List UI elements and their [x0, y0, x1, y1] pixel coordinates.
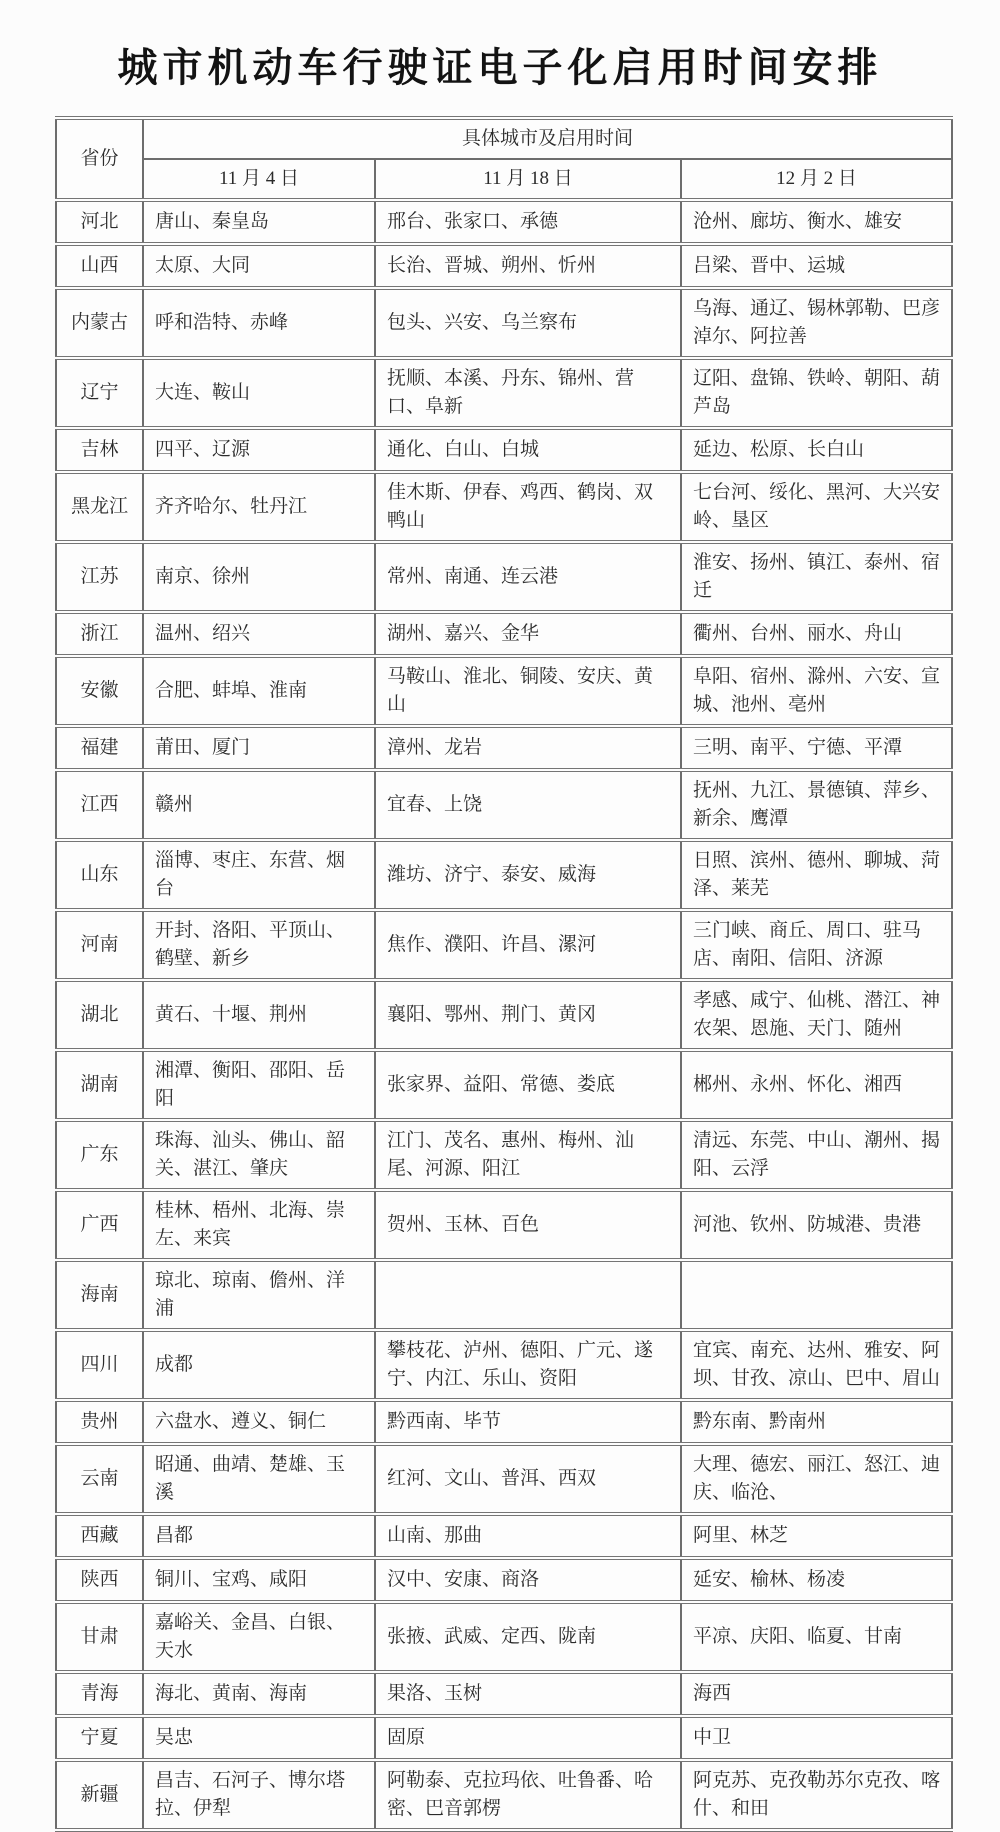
table-row	[56, 770, 952, 840]
province-cell: 江苏	[56, 542, 143, 612]
province-cell: 内蒙古	[56, 288, 143, 358]
cities-cell-nov18: 抚顺、本溪、丹东、锦州、营口、阜新	[375, 358, 681, 428]
cities-cell-nov18: 襄阳、鄂州、荆门、黄冈	[375, 980, 681, 1050]
table-row	[56, 1602, 952, 1672]
cities-cell-nov4: 昌都	[143, 1514, 375, 1558]
cities-cell-nov18: 张家界、益阳、常德、娄底	[375, 1050, 681, 1120]
table-row	[56, 1260, 952, 1330]
cities-cell-nov4: 六盘水、遵义、铜仁	[143, 1400, 375, 1444]
province-cell: 江西	[56, 770, 143, 840]
page-title: 城市机动车行驶证电子化启用时间安排	[117, 45, 883, 90]
date-header-dec-2: 12 月 2 日	[681, 159, 952, 200]
cities-cell-dec2: 乌海、通辽、锡林郭勒、巴彦淖尔、阿拉善	[681, 288, 952, 358]
cities-cell-nov4: 嘉峪关、金昌、白银、天水	[143, 1602, 375, 1672]
date-header-nov-4: 11 月 4 日	[143, 159, 375, 200]
table-row	[56, 1330, 952, 1400]
province-cell: 山西	[56, 244, 143, 288]
table-row	[56, 1558, 952, 1602]
cities-cell-nov4: 成都	[143, 1330, 375, 1400]
province-cell: 福建	[56, 726, 143, 770]
cities-cell-nov4: 海北、黄南、海南	[143, 1672, 375, 1716]
cities-cell-nov18	[375, 1260, 681, 1330]
cities-cell-nov4: 桂林、梧州、北海、崇左、来宾	[143, 1190, 375, 1260]
table-row	[56, 542, 952, 612]
cities-cell-nov4: 呼和浩特、赤峰	[143, 288, 375, 358]
cities-cell-nov18: 攀枝花、泸州、德阳、广元、遂宁、内江、乐山、资阳	[375, 1330, 681, 1400]
table-header	[56, 118, 952, 200]
province-cell: 甘肃	[56, 1602, 143, 1672]
cities-cell-nov18: 焦作、濮阳、许昌、漯河	[375, 910, 681, 980]
cities-cell-nov4: 湘潭、衡阳、邵阳、岳阳	[143, 1050, 375, 1120]
table-row	[56, 840, 952, 910]
cities-cell-nov4: 赣州	[143, 770, 375, 840]
cities-cell-dec2: 延安、榆林、杨凌	[681, 1558, 952, 1602]
province-cell: 新疆	[56, 1760, 143, 1830]
cities-cell-nov18: 通化、白山、白城	[375, 428, 681, 472]
cities-cell-nov4: 唐山、秦皇岛	[143, 200, 375, 244]
cities-cell-nov4: 黄石、十堰、荆州	[143, 980, 375, 1050]
province-cell: 云南	[56, 1444, 143, 1514]
province-cell: 河南	[56, 910, 143, 980]
cities-cell-nov18: 江门、茂名、惠州、梅州、汕尾、河源、阳江	[375, 1120, 681, 1190]
province-cell: 陕西	[56, 1558, 143, 1602]
province-cell: 山东	[56, 840, 143, 910]
cities-cell-dec2: 沧州、廊坊、衡水、雄安	[681, 200, 952, 244]
cities-cell-nov4: 四平、辽源	[143, 428, 375, 472]
province-cell: 海南	[56, 1260, 143, 1330]
cities-cell-dec2: 孝感、咸宁、仙桃、潜江、神农架、恩施、天门、随州	[681, 980, 952, 1050]
cities-cell-nov4: 珠海、汕头、佛山、韶关、湛江、肇庆	[143, 1120, 375, 1190]
cities-cell-nov4: 太原、大同	[143, 244, 375, 288]
cities-cell-nov18: 湖州、嘉兴、金华	[375, 612, 681, 656]
table-row	[56, 244, 952, 288]
rollout-schedule-table	[55, 116, 953, 1832]
province-cell: 宁夏	[56, 1716, 143, 1760]
table-row	[56, 472, 952, 542]
date-header-nov-18: 11 月 18 日	[375, 159, 681, 200]
cities-cell-nov18: 红河、文山、普洱、西双	[375, 1444, 681, 1514]
cities-cell-dec2: 七台河、绥化、黑河、大兴安岭、垦区	[681, 472, 952, 542]
cities-cell-nov4: 琼北、琼南、儋州、洋浦	[143, 1260, 375, 1330]
cities-cell-dec2: 黔东南、黔南州	[681, 1400, 952, 1444]
table-row	[56, 1760, 952, 1830]
province-cell: 贵州	[56, 1400, 143, 1444]
table-row	[56, 358, 952, 428]
cities-cell-nov18: 黔西南、毕节	[375, 1400, 681, 1444]
cities-cell-dec2: 阿里、林芝	[681, 1514, 952, 1558]
table-row	[56, 980, 952, 1050]
table-body	[56, 200, 952, 1830]
province-cell: 广东	[56, 1120, 143, 1190]
table-row	[56, 1672, 952, 1716]
province-cell: 湖北	[56, 980, 143, 1050]
cities-cell-dec2: 三门峡、商丘、周口、驻马店、南阳、信阳、济源	[681, 910, 952, 980]
cities-cell-dec2: 辽阳、盘锦、铁岭、朝阳、葫芦岛	[681, 358, 952, 428]
cities-cell-nov18: 邢台、张家口、承德	[375, 200, 681, 244]
cities-cell-nov18: 潍坊、济宁、泰安、威海	[375, 840, 681, 910]
table-row	[56, 1716, 952, 1760]
cities-cell-nov4: 温州、绍兴	[143, 612, 375, 656]
table-row	[56, 1120, 952, 1190]
cities-cell-nov18: 张掖、武威、定西、陇南	[375, 1602, 681, 1672]
province-cell: 湖南	[56, 1050, 143, 1120]
province-cell: 四川	[56, 1330, 143, 1400]
table-row	[56, 656, 952, 726]
cities-cell-dec2: 海西	[681, 1672, 952, 1716]
cities-cell-dec2: 日照、滨州、德州、聊城、菏泽、莱芜	[681, 840, 952, 910]
cities-cell-nov18: 山南、那曲	[375, 1514, 681, 1558]
cities-cell-nov18: 长治、晋城、朔州、忻州	[375, 244, 681, 288]
cities-cell-dec2: 宜宾、南充、达州、雅安、阿坝、甘孜、凉山、巴中、眉山	[681, 1330, 952, 1400]
cities-cell-nov4: 开封、洛阳、平顶山、鹤壁、新乡	[143, 910, 375, 980]
province-cell: 广西	[56, 1190, 143, 1260]
cities-cell-dec2: 延边、松原、长白山	[681, 428, 952, 472]
cities-cell-dec2: 平凉、庆阳、临夏、甘南	[681, 1602, 952, 1672]
province-cell: 辽宁	[56, 358, 143, 428]
cities-cell-nov4: 合肥、蚌埠、淮南	[143, 656, 375, 726]
cities-cell-nov4: 淄博、枣庄、东营、烟台	[143, 840, 375, 910]
cities-cell-nov18: 固原	[375, 1716, 681, 1760]
cities-cell-nov4: 昭通、曲靖、楚雄、玉溪	[143, 1444, 375, 1514]
cities-cell-nov18: 常州、南通、连云港	[375, 542, 681, 612]
table-row	[56, 1514, 952, 1558]
table-row	[56, 288, 952, 358]
province-cell: 黑龙江	[56, 472, 143, 542]
cities-cell-dec2: 阜阳、宿州、滁州、六安、宣城、池州、亳州	[681, 656, 952, 726]
cities-cell-dec2: 吕梁、晋中、运城	[681, 244, 952, 288]
province-cell: 吉林	[56, 428, 143, 472]
cities-cell-dec2: 河池、钦州、防城港、贵港	[681, 1190, 952, 1260]
cities-cell-dec2: 衢州、台州、丽水、舟山	[681, 612, 952, 656]
province-cell: 河北	[56, 200, 143, 244]
cities-cell-nov18: 贺州、玉林、百色	[375, 1190, 681, 1260]
table-row	[56, 1400, 952, 1444]
cities-cell-dec2: 清远、东莞、中山、潮州、揭阳、云浮	[681, 1120, 952, 1190]
cities-cell-nov4: 齐齐哈尔、牡丹江	[143, 472, 375, 542]
province-cell: 西藏	[56, 1514, 143, 1558]
table-row	[56, 612, 952, 656]
cities-cell-nov18: 包头、兴安、乌兰察布	[375, 288, 681, 358]
cities-cell-nov18: 漳州、龙岩	[375, 726, 681, 770]
table-row	[56, 726, 952, 770]
group-column-header: 具体城市及启用时间	[143, 118, 952, 159]
cities-cell-nov4: 吴忠	[143, 1716, 375, 1760]
table-row	[56, 1190, 952, 1260]
table-row	[56, 1050, 952, 1120]
cities-cell-dec2: 郴州、永州、怀化、湘西	[681, 1050, 952, 1120]
province-cell: 青海	[56, 1672, 143, 1716]
cities-cell-nov18: 汉中、安康、商洛	[375, 1558, 681, 1602]
cities-cell-nov4: 南京、徐州	[143, 542, 375, 612]
cities-cell-dec2: 阿克苏、克孜勒苏尔克孜、喀什、和田	[681, 1760, 952, 1830]
cities-cell-nov18: 阿勒泰、克拉玛依、吐鲁番、哈密、巴音郭楞	[375, 1760, 681, 1830]
cities-cell-nov4: 莆田、厦门	[143, 726, 375, 770]
cities-cell-dec2: 三明、南平、宁德、平潭	[681, 726, 952, 770]
cities-cell-dec2: 大理、德宏、丽江、怒江、迪庆、临沧、	[681, 1444, 952, 1514]
province-column-header: 省份	[56, 118, 143, 200]
cities-cell-nov18: 马鞍山、淮北、铜陵、安庆、黄山	[375, 656, 681, 726]
table-row	[56, 428, 952, 472]
cities-cell-dec2: 淮安、扬州、镇江、泰州、宿迁	[681, 542, 952, 612]
cities-cell-dec2: 抚州、九江、景德镇、萍乡、新余、鹰潭	[681, 770, 952, 840]
cities-cell-nov4: 铜川、宝鸡、咸阳	[143, 1558, 375, 1602]
table-row	[56, 1444, 952, 1514]
cities-cell-dec2	[681, 1260, 952, 1330]
province-cell: 安徽	[56, 656, 143, 726]
province-cell: 浙江	[56, 612, 143, 656]
cities-cell-nov4: 昌吉、石河子、博尔塔拉、伊犁	[143, 1760, 375, 1830]
cities-cell-nov18: 佳木斯、伊春、鸡西、鹤岗、双鸭山	[375, 472, 681, 542]
table-row	[56, 200, 952, 244]
cities-cell-nov4: 大连、鞍山	[143, 358, 375, 428]
table-row	[56, 910, 952, 980]
cities-cell-nov18: 宜春、上饶	[375, 770, 681, 840]
cities-cell-dec2: 中卫	[681, 1716, 952, 1760]
cities-cell-nov18: 果洛、玉树	[375, 1672, 681, 1716]
